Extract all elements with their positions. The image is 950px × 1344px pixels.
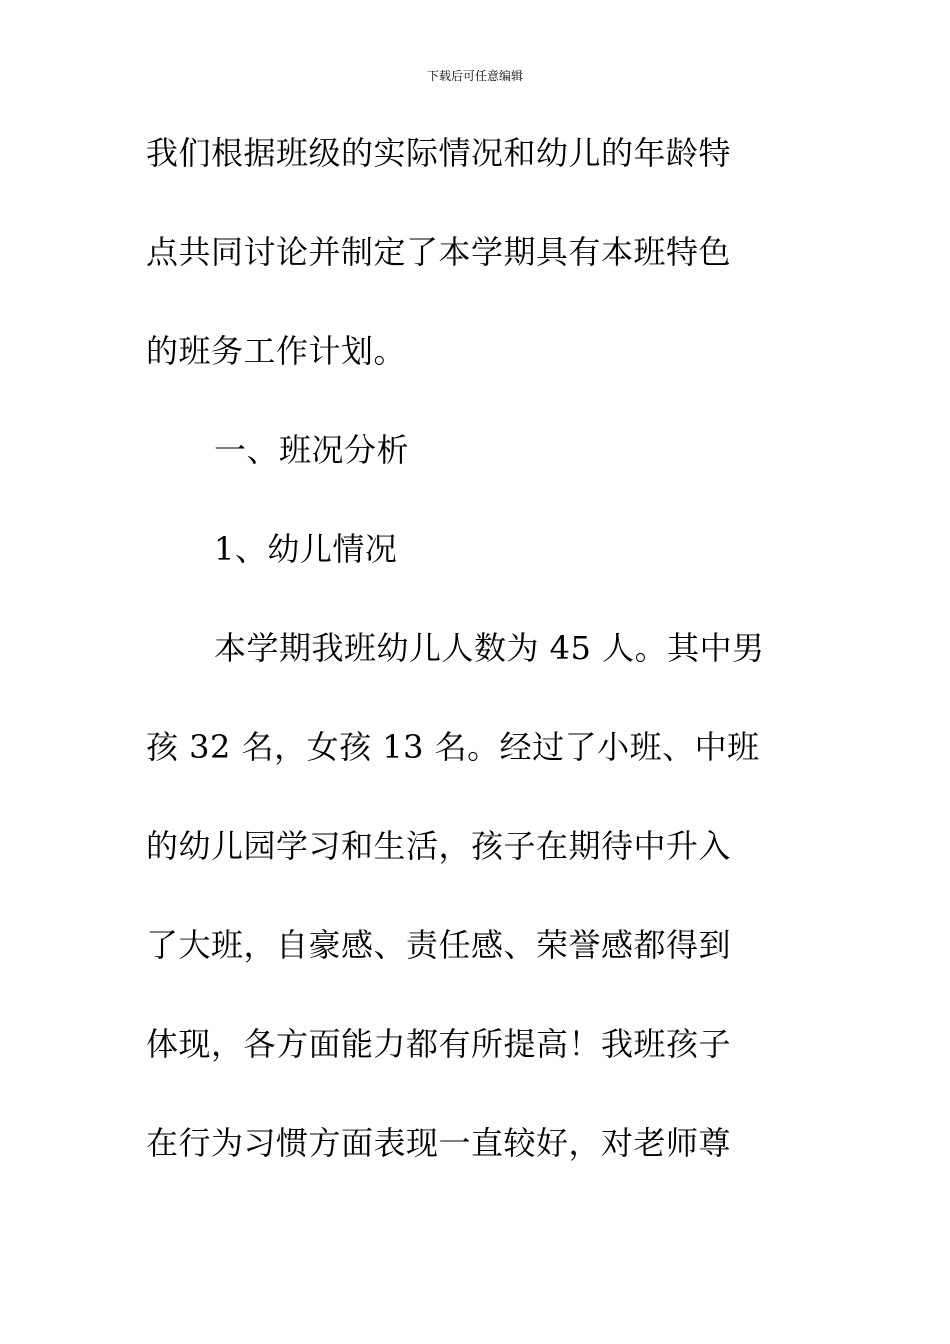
paragraph-line: 点共同讨论并制定了本学期具有本班特色 (146, 233, 732, 271)
paragraph-line: 孩 32 名，女孩 13 名。经过了小班、中班 (146, 728, 760, 766)
paragraph-line: 在行为习惯方面表现一直较好，对老师尊 (146, 1124, 732, 1162)
document-body (146, 128, 826, 1217)
paragraph-line: 体现，各方面能力都有所提高！我班孩子 (146, 1025, 732, 1063)
paragraph-line: 的班务工作计划。 (146, 332, 407, 370)
subsection-heading: 1、幼儿情况 (214, 530, 398, 568)
section-heading: 一、班况分析 (214, 431, 410, 469)
paragraph-line: 本学期我班幼儿人数为 45 人。其中男 (214, 629, 765, 667)
paragraph-line: 的幼儿园学习和生活，孩子在期待中升入 (146, 827, 732, 865)
header-note: 下载后可任意编辑 (426, 69, 523, 83)
paragraph-line: 了大班，自豪感、责任感、荣誉感都得到 (146, 926, 732, 964)
paragraph-line: 我们根据班级的实际情况和幼儿的年龄特 (146, 134, 732, 172)
